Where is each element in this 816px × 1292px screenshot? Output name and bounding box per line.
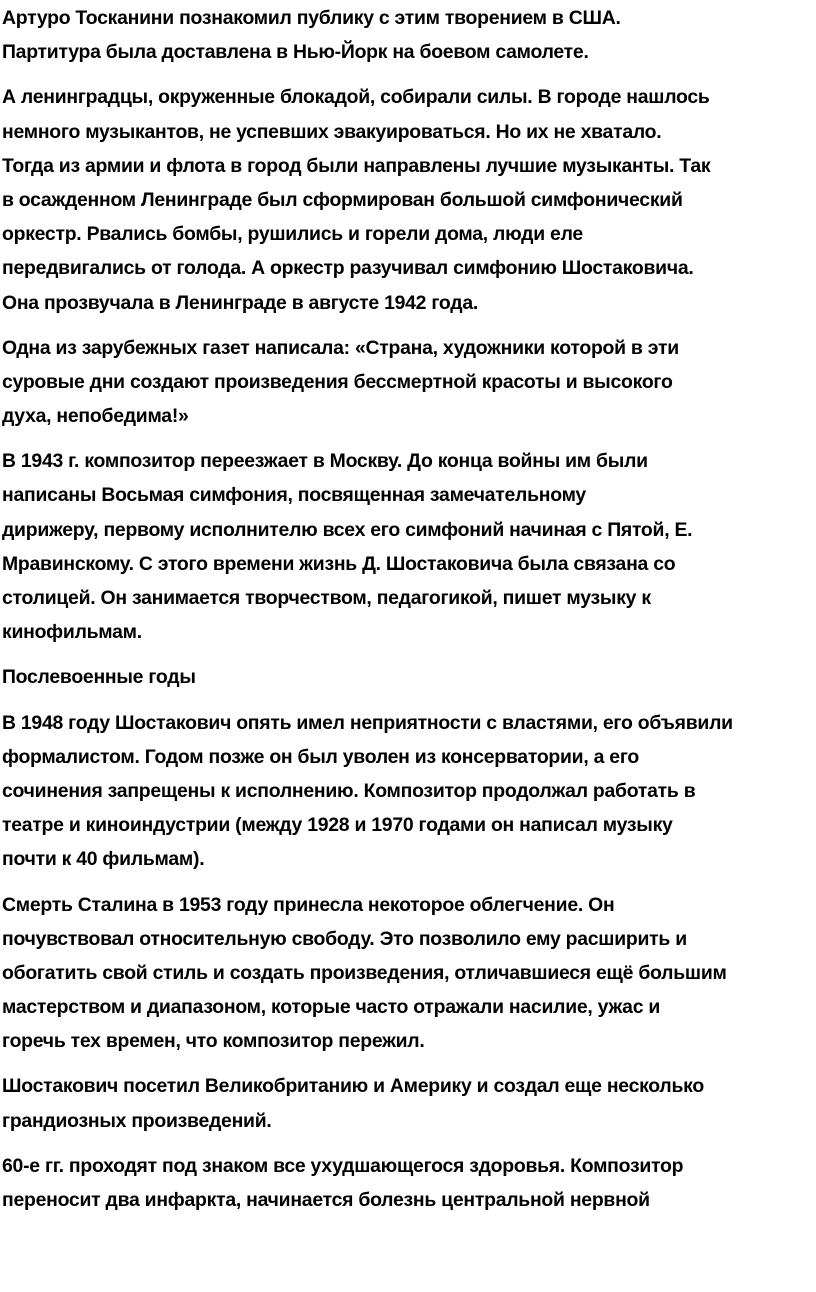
document-page <box>0 1 816 1292</box>
text-line: почувствовал относительную свободу. Это позволило ему расширить и <box>2 927 687 950</box>
text-line: грандиозных произведений. <box>2 1109 272 1132</box>
text-line: Одна из зарубежных газет написала: «Страна, художники которой в эти <box>2 336 679 359</box>
text-line: сочинения запрещены к исполнению. Композитор продолжал работать в <box>2 779 696 802</box>
paragraph-moscow-1943 <box>2 444 810 649</box>
text-line: мастерством и диапазоном, которые часто отражали насилие, ужас и <box>2 996 661 1019</box>
text-line: Смерть Сталина в 1953 году принесла некоторое облегчение. Он <box>2 893 615 916</box>
text-line: 60-е гг. проходят под знаком все ухудшающегося здоровья. Композитор <box>2 1154 684 1177</box>
text-line: кинофильмам. <box>2 621 142 644</box>
text-line: Мравинскому. С этого времени жизнь Д. Шостаковича была связана со <box>2 552 676 575</box>
text-line: А ленинградцы, окруженные блокадой, собирали силы. В городе нашлось <box>2 86 710 109</box>
text-line: Она прозвучала в Ленинграде в августе 1942 года. <box>2 291 478 314</box>
text-line: передвигались от голода. А оркестр разучивал симфонию Шостаковича. <box>2 257 694 280</box>
text-line: почти к 40 фильмам). <box>2 848 205 871</box>
paragraph-leningrad-orchestra <box>2 80 810 319</box>
paragraph-60s-health <box>2 1149 810 1217</box>
section-heading-postwar <box>2 660 810 694</box>
text-line: Шостакович посетил Великобританию и Америку и создал еще несколько <box>2 1075 704 1098</box>
text-line: оркестр. Рвались бомбы, рушились и горели дома, люди еле <box>2 223 583 246</box>
text-line: столицей. Он занимается творчеством, педагогикой, пишет музыку к <box>2 587 651 609</box>
text-line: дирижеру, первому исполнителю всех его симфоний начиная с Пятой, Е. <box>2 518 693 541</box>
paragraph-foreign-newspaper <box>2 331 810 434</box>
text-line: написаны Восьмая симфония, посвященная замечательному <box>2 484 586 507</box>
text-line: Партитура была доставлена в Нью-Йорк на боевом самолете. <box>2 41 589 64</box>
paragraph-stalin-death <box>2 888 810 1059</box>
text-line: в осажденном Ленинграде был сформирован большой симфонический <box>2 188 683 211</box>
text-line: Артуро Тосканини познакомил публику с этим творением в США. <box>2 7 621 29</box>
text-line: обогатить свой стиль и создать произведения, отличавшиеся ещё большим <box>2 961 727 984</box>
paragraph-1948 <box>2 706 810 877</box>
text-line: В 1943 г. композитор переезжает в Москву. До конца войны им были <box>2 450 648 473</box>
paragraph-toscanini <box>2 1 810 69</box>
text-line: Тогда из армии и флота в город были направлены лучшие музыканты. Так <box>2 154 711 177</box>
text-line: духа, непобедима!» <box>2 405 189 428</box>
text-line: театре и киноиндустрии (между 1928 и 1970 годами он написал музыку <box>2 814 673 837</box>
text-line: переносит два инфаркта, начинается болезнь центральной нервной <box>2 1189 650 1211</box>
text-line: суровые дни создают произведения бессмертной красоты и высокого <box>2 370 673 393</box>
text-line: формалистом. Годом позже он был уволен из консерватории, а его <box>2 745 639 768</box>
text-line: горечь тех времен, что композитор пережил. <box>2 1030 425 1053</box>
paragraph-britain-america <box>2 1069 810 1137</box>
text-line: немного музыкантов, не успевших эвакуироваться. Но их не хватало. <box>2 120 662 143</box>
section-heading: Послевоенные годы <box>2 666 196 689</box>
text-line: В 1948 году Шостакович опять имел неприятности с властями, его объявили <box>2 711 733 734</box>
